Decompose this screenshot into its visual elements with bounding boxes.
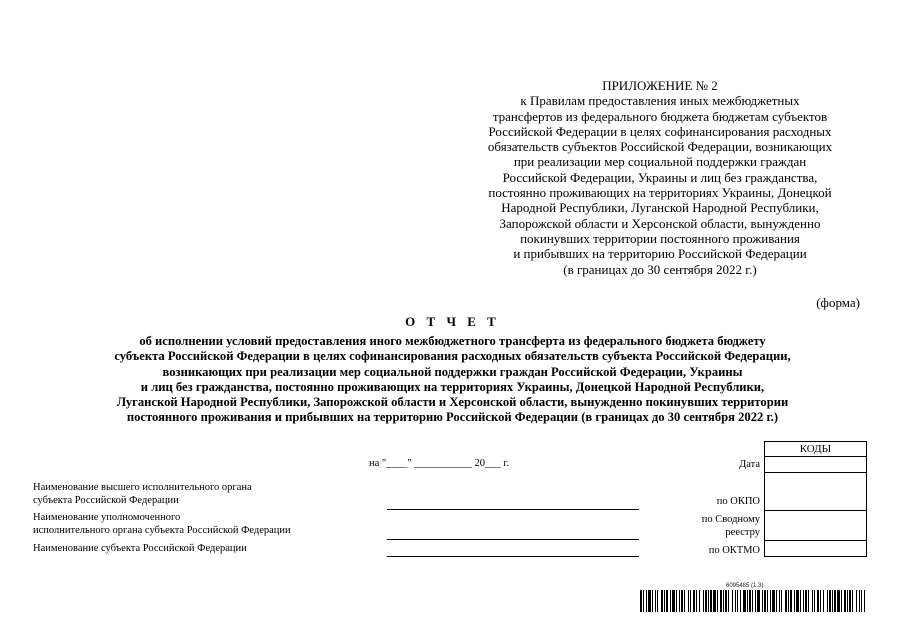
appendix-line: ПРИЛОЖЕНИЕ № 2 [602,78,718,93]
okpo-label: по ОКПО [716,496,760,507]
codes-header: КОДЫ [765,442,866,457]
registry-code-cell[interactable] [765,511,866,541]
oktmo-label: по ОКТМО [708,545,760,556]
higher-organ-label [33,481,252,507]
oktmo-code-cell[interactable] [765,541,866,556]
registry-label [702,513,760,539]
date-label: Дата [739,459,760,470]
okpo-code-cell[interactable] [765,473,866,511]
form-label: (форма) [816,295,860,310]
authorized-organ-label [33,511,291,537]
subtitle-line: и лиц без гражданства, постоянно проживающих на территориях Украины, Донецкой Народной Республики, [140,379,765,394]
subtitle-line: об исполнении условий предоставления иного межбюджетного трансферта из федерального бюджета бюджету [139,334,766,348]
appendix-line: (в границах до 30 сентября 2022 г.) [563,261,757,277]
barcode-image [640,590,865,612]
subtitle-line: постоянного проживания и прибывших на территорию Российской Федерации (в границах до 30 сентября 2022 г.) [126,410,779,425]
appendix-line: Народной Республики, Луганской Народной Республики, [501,200,819,216]
authorized-organ-label-line: исполнительного органа субъекта Российской Федерации [33,525,291,536]
appendix-line: при реализации мер социальной поддержки граждан [513,154,807,170]
higher-organ-field[interactable] [387,509,639,510]
subtitle-line: Луганской Народной Республики, Запорожской области и Херсонской области, вынужденно покинувших территории [116,395,789,410]
appendix-line: Запорожской области и Херсонской области, вынужденно [499,215,821,231]
authorized-organ-label-line: Наименование уполномоченного [33,512,181,523]
appendix-line: и прибывших на территорию Российской Федерации [513,246,807,262]
appendix-line: Российской Федерации в целях софинансирования расходных [488,123,832,139]
barcode-number: 6095485 (1.3) [726,583,764,589]
higher-organ-label-line: Наименование высшего исполнительного органа [33,482,252,493]
authorized-organ-field[interactable] [387,539,639,540]
appendix-line: постоянно проживающих на территориях Украины, Донецкой [488,185,832,201]
appendix-line: покинувших территории постоянного проживания [520,230,800,246]
report-date-line[interactable]: на "____" ___________ 20___ г. [369,458,510,469]
registry-label-line: реестру [725,527,760,538]
subtitle-line: субъекта Российской Федерации в целях софинансирования расходных обязательств субъекта Российской Федерации, [114,349,791,364]
codes-table [764,441,867,557]
appendix-header [440,78,880,277]
subject-name-label: Наименование субъекта Российской Федерации [33,543,247,554]
subject-name-field[interactable] [387,556,639,557]
appendix-line: к Правилам предоставления иных межбюджетных [520,93,800,109]
registry-label-line: по Сводному [701,514,760,525]
appendix-line: Российской Федерации, Украины и лиц без гражданства, [502,169,818,185]
appendix-line: трансфертов из федерального бюджета бюджетам субъектов [492,108,828,124]
appendix-line: обязательств субъектов Российской Федерации, возникающих [487,139,833,155]
subtitle-line: возникающих при реализации мер социальной поддержки граждан Российской Федерации, Украины [162,364,743,379]
report-title: О Т Ч Е Т [405,314,500,329]
higher-organ-label-line: субъекта Российской Федерации [33,495,179,506]
date-code-cell[interactable] [765,457,866,473]
report-subtitle [20,334,885,426]
